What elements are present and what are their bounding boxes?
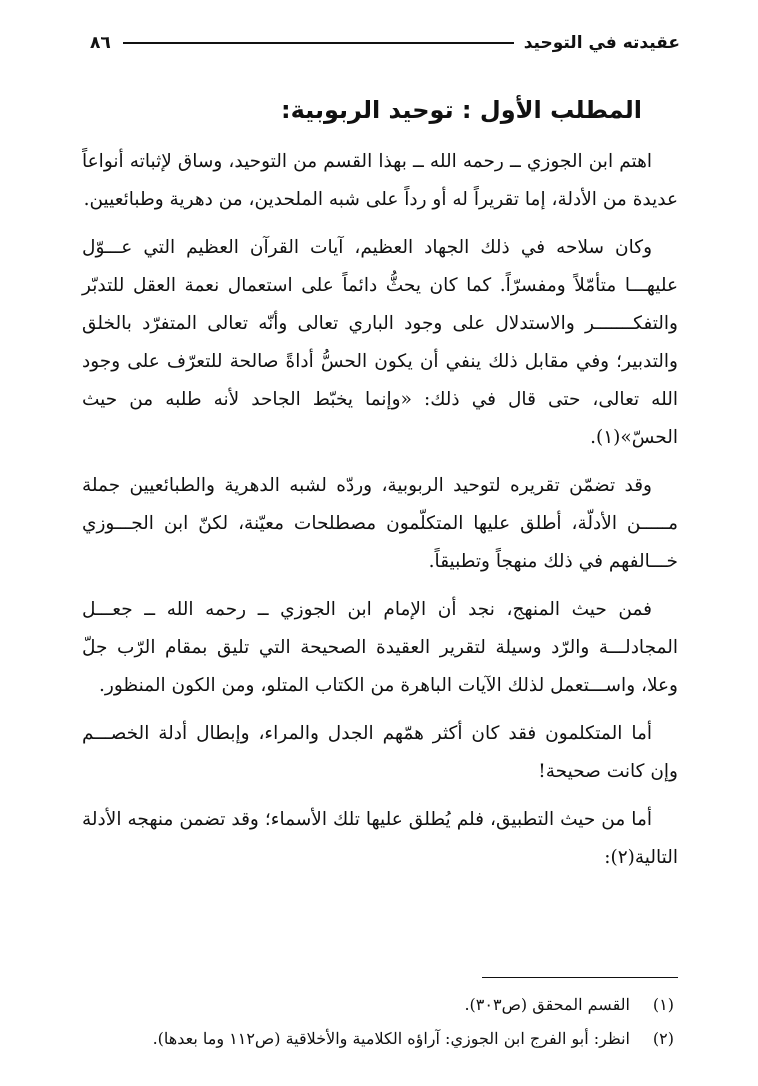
running-title: عقيدته في التوحيد bbox=[523, 33, 680, 53]
running-header bbox=[90, 28, 680, 58]
footnote-number: (١) bbox=[652, 995, 674, 1014]
page-number: ٨٦ bbox=[90, 33, 111, 53]
footnote-text: القسم المحقق (ص٣٠٣). bbox=[464, 995, 630, 1014]
paragraph: اهتم ابن الجوزي ــ رحمه الله ــ بهذا القسم من التوحيد، وساق لإثباته أنواعاً عديدة من الأدلة، إما تقريراً له أو رداً على شبه الملحدين، من دهرية وطبائعيين. bbox=[82, 151, 678, 210]
paragraph: وقد تضمّن تقريره لتوحيد الربوبية، وردّه لشبه الدهرية والطبائعيين جملة مـــــن الأدلّة، أطلق عليها المتكلّمون مصطلحات معيّنة، لكنّ ابن الجـــوزي خـــالفهم في ذلك منهجاً وتطبيقاً. bbox=[82, 475, 678, 572]
header-rule bbox=[123, 42, 514, 44]
paragraph: وكان سلاحه في ذلك الجهاد العظيم، آيات القرآن العظيم التي عـــوّل عليهـــا متأمّلاً ومفسرّاً. كما كان يحثُّ دائماً على استعمال نعمة العقل للتدبّر والتفكـــــــر والاستدلال على وجود الباري تعالى وأنّه تعالى المتفرّد بالخلق والتدبير؛ وفي مقابل ذلك ينفي أن يكون الحسُّ أداةً صالحة للتعرّف على وجود الله تعالى، حتى قال في ذلك: «وإنما يخبّط الجاحد لأنه طلبه من حيث الحسّ»(١). bbox=[82, 237, 678, 448]
paragraph: فمن حيث المنهج، نجد أن الإمام ابن الجوزي ــ رحمه الله ــ جعـــل المجادلـــة والرّد وسيلة لتقرير العقيدة الصحيحة التي تليق بمقام الرّب جلّ وعلا، واســـتعمل لذلك الآيات الباهرة من الكتاب المتلو، ومن الكون المنظور. bbox=[82, 599, 678, 696]
body-text bbox=[82, 143, 678, 887]
section-heading: المطلب الأول : توحيد الربوبية: bbox=[281, 96, 642, 124]
footnotes bbox=[74, 988, 674, 1056]
footnote-text: انظر: أبو الفرج ابن الجوزي: آراؤه الكلامية والأخلاقية (ص١١٢ وما بعدها). bbox=[152, 1029, 630, 1048]
footnote bbox=[74, 1022, 674, 1056]
footnote-separator bbox=[482, 977, 678, 978]
footnote bbox=[74, 988, 674, 1022]
paragraph: أما من حيث التطبيق، فلم يُطلق عليها تلك الأسماء؛ وقد تضمن منهجه الأدلة التالية(٢): bbox=[82, 809, 678, 868]
paragraph: أما المتكلمون فقد كان أكثر همّهم الجدل والمراء، وإبطال أدلة الخصـــم وإن كانت صحيحة! bbox=[82, 723, 678, 782]
footnote-number: (٢) bbox=[652, 1029, 674, 1048]
